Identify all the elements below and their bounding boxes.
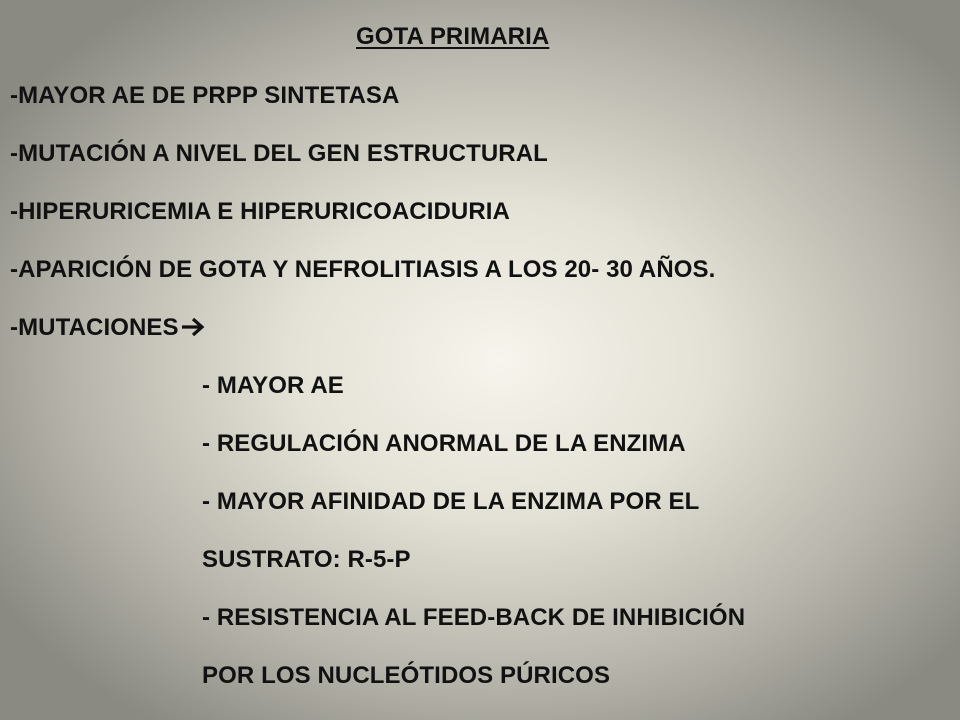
sub-item-sustrato: SUSTRATO: R-5-P <box>202 546 411 573</box>
slide-title: GOTA PRIMARIA <box>356 23 550 50</box>
bullet-aparicion-gota: -APARICIÓN DE GOTA Y NEFROLITIASIS A LOS 20- 30 AÑOS. <box>10 256 716 283</box>
bullet-mutaciones <box>10 313 206 346</box>
sub-item-resistencia: - RESISTENCIA AL FEED-BACK DE INHIBICIÓN <box>202 604 746 631</box>
sub-item-regulacion: - REGULACIÓN ANORMAL DE LA ENZIMA <box>202 430 686 457</box>
bullet-prpp-sintetasa: -MAYOR AE DE PRPP SINTETASA <box>10 82 400 109</box>
bullet-mutacion-gen: -MUTACIÓN A NIVEL DEL GEN ESTRUCTURAL <box>10 140 548 167</box>
sub-item-nucleotidos: POR LOS NUCLEÓTIDOS PÚRICOS <box>202 662 611 689</box>
bullet-hiperuricemia: -HIPERURICEMIA E HIPERURICOACIDURIA <box>10 198 510 225</box>
right-arrow-icon <box>180 316 206 346</box>
sub-item-afinidad: - MAYOR AFINIDAD DE LA ENZIMA POR EL <box>202 488 700 515</box>
bullet-mutaciones-label: -MUTACIONES <box>10 314 179 341</box>
sub-item-mayor-ae: - MAYOR AE <box>202 372 344 399</box>
